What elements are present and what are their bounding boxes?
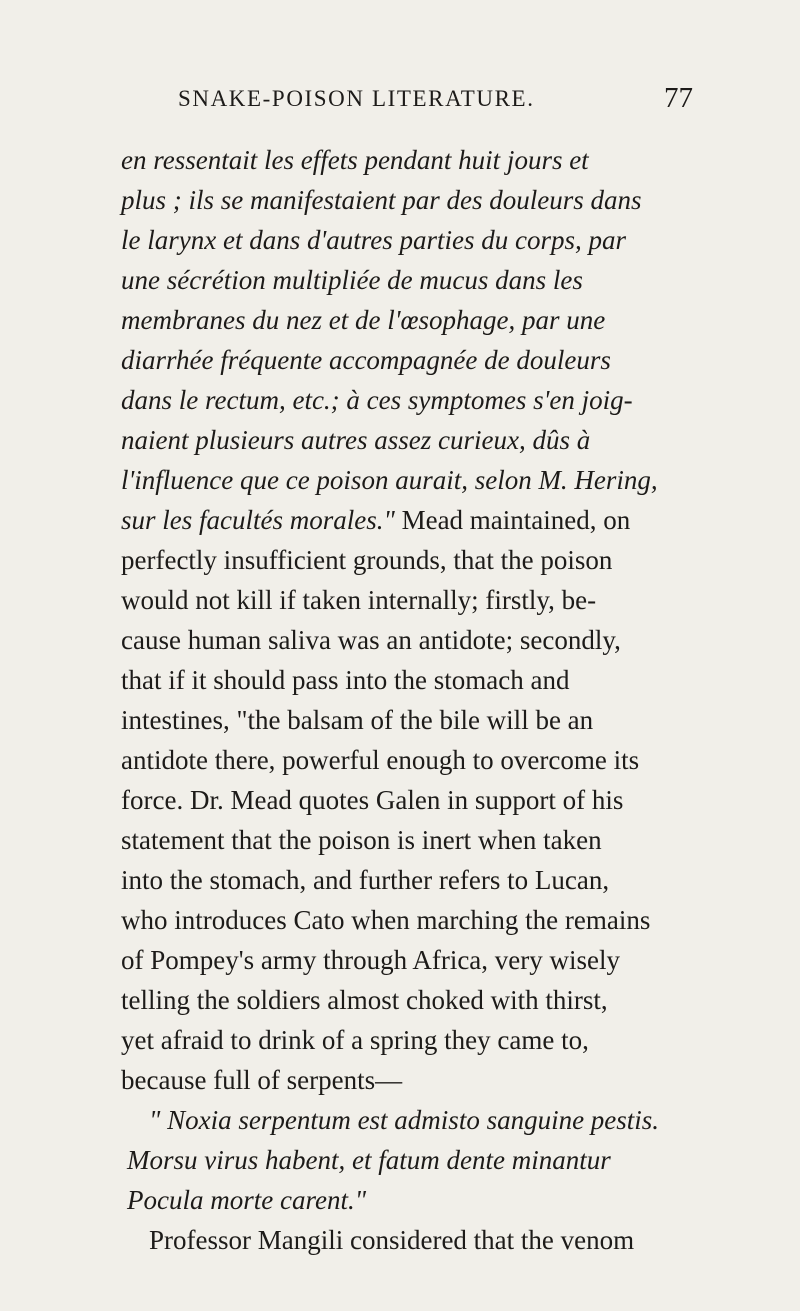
text-line: diarrhée fréquente accompagnée de douleurs (121, 345, 611, 375)
text-line (121, 500, 701, 540)
text-line: Professor Mangili considered that the venom (149, 1225, 635, 1255)
text-line: l'influence que ce poison aurait, selon M. Hering, (121, 465, 658, 495)
page-header (0, 82, 800, 126)
text-line: intestines, "the balsam of the bile will be an (121, 705, 594, 735)
text-line: naient plusieurs autres assez curieux, dûs à (121, 425, 591, 455)
quote-end: sur les facultés morales." (121, 505, 395, 535)
text-line: perfectly insufficient grounds, that the poison (121, 545, 613, 575)
text-line: le larynx et dans d'autres parties du corps, par (121, 225, 626, 255)
text-line: antidote there, powerful enough to overcome its (121, 745, 640, 775)
text-line: statement that the poison is inert when taken (121, 825, 602, 855)
body-text (121, 140, 701, 1260)
text-line: because full of serpents— (121, 1065, 403, 1095)
page-number: 77 (664, 82, 693, 114)
verse-line: Morsu virus habent, et fatum dente minantur (127, 1145, 611, 1175)
text-start: Mead maintained, on (394, 505, 631, 535)
text-line: plus ; ils se manifestaient par des douleurs dans (121, 185, 642, 215)
text-line: une sécrétion multipliée de mucus dans les (121, 265, 583, 295)
text-line: cause human saliva was an antidote; secondly, (121, 625, 621, 655)
text-line: dans le rectum, etc.; à ces symptomes s'en joig- (121, 385, 633, 415)
text-line: would not kill if taken internally; firstly, be- (121, 585, 597, 615)
text-line: membranes du nez et de l'œsophage, par une (121, 305, 606, 335)
running-title: SNAKE-POISON LITERATURE. (178, 86, 535, 111)
verse-line: Pocula morte carent." (127, 1185, 367, 1215)
text-line: who introduces Cato when marching the remains (121, 905, 651, 935)
text-line: force. Dr. Mead quotes Galen in support of his (121, 785, 624, 815)
text-line: into the stomach, and further refers to Lucan, (121, 865, 610, 895)
text-line: telling the soldiers almost choked with thirst, (121, 985, 608, 1015)
text-line: en ressentait les effets pendant huit jours et (121, 145, 589, 175)
text-line: that if it should pass into the stomach and (121, 665, 570, 695)
text-line: of Pompey's army through Africa, very wisely (121, 945, 621, 975)
verse-line: " Noxia serpentum est admisto sanguine pestis. (149, 1105, 660, 1135)
text-line: yet afraid to drink of a spring they came to, (121, 1025, 589, 1055)
